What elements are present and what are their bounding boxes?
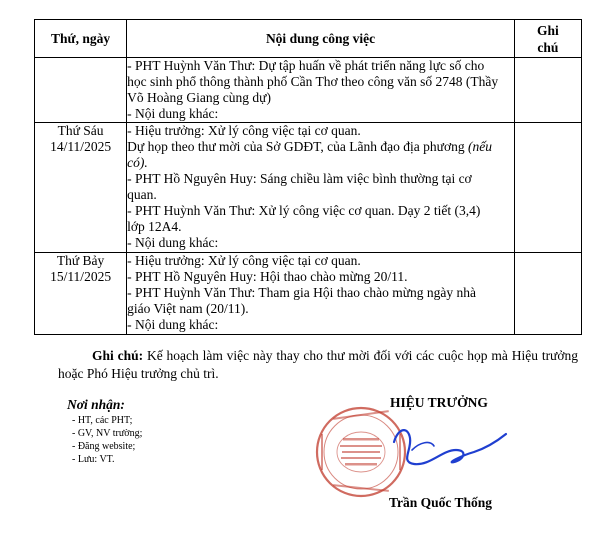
recipient-item: - HT, các PHT; [72, 415, 133, 426]
note-paragraph [58, 347, 578, 383]
header-content: Nội dung công việc [127, 20, 515, 58]
day-name: Thứ Sáu [57, 123, 104, 138]
note-text-line1: Kế hoạch làm việc này thay cho thư mời đối với các cuộc họp mà Hiệu [146, 348, 538, 363]
handwritten-signature [390, 420, 508, 482]
note-cell [514, 253, 581, 335]
content-cell: - Hiệu trưởng: Xử lý công việc tại cơ quan. Dự họp theo thư mời của Sở GDĐT, của Lãnh đạo địa phương (nếu có). - PHT Hồ Nguyên Huy: Sáng chiều làm việc bình thường tại cơ quan. - PHT Huỳnh Văn Thư: Xử lý công việc cơ quan. Dạy 2 tiết (3,4) lớp 12A4. - Nội dung khác: [127, 123, 515, 253]
table-row [35, 123, 582, 253]
content-cell: - PHT Huỳnh Văn Thư: Dự tập huấn về phát triển năng lực số cho học sinh phổ thông thành phố Cần Thơ theo công văn số 2748 (Thầy Võ Hoàng Giang cùng dự) - Nội dung khác: [127, 58, 515, 123]
header-note: Ghi chú [514, 20, 581, 58]
table-row [35, 58, 582, 123]
table-row [35, 253, 582, 335]
recipient-item: - Lưu: VT. [72, 454, 115, 465]
recipients-block [67, 397, 142, 466]
recipients-title: Nơi nhận: [67, 397, 125, 412]
note-cell [514, 123, 581, 253]
note-cell [514, 58, 581, 123]
day-cell [35, 253, 127, 335]
table-header-row [35, 20, 582, 58]
recipient-item: - GV, NV trường; [72, 428, 143, 439]
day-cell [35, 123, 127, 253]
note-label: Ghi chú: [92, 348, 144, 363]
day-name: Thứ Bảy [56, 253, 105, 268]
schedule-table [34, 19, 582, 335]
note-text-line2: trưởng hoặc Phó Hiệu trưởng chủ trì. [58, 348, 579, 381]
recipient-item: - Đăng website; [72, 441, 136, 452]
day-date: 15/11/2025 [50, 269, 112, 284]
header-day: Thứ, ngày [35, 20, 127, 58]
content-cell: - Hiệu trưởng: Xử lý công việc tại cơ quan. - PHT Hồ Nguyên Huy: Hội thao chào mừng 20/11. - PHT Huỳnh Văn Thư: Tham gia Hội thao chào mừng ngày nhà giáo Việt nam (20/11). - Nội dung khác: [127, 253, 515, 335]
signer-title: HIỆU TRƯỞNG [390, 395, 488, 410]
signer-name: Trần Quốc Thống [389, 495, 493, 510]
day-date: 14/11/2025 [50, 139, 112, 154]
day-cell [35, 58, 127, 123]
